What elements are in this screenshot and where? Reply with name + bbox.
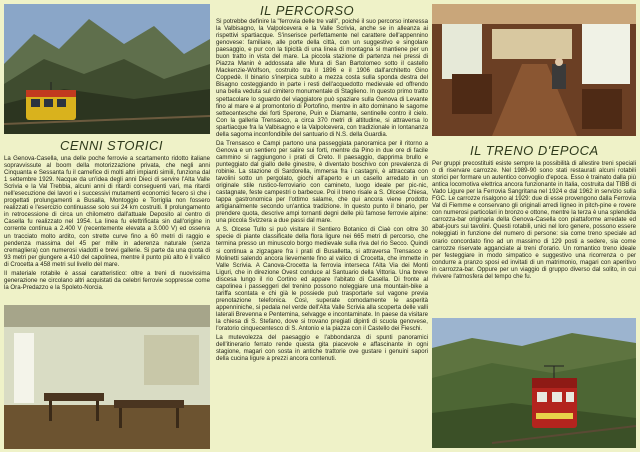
percorso-text xyxy=(216,18,428,450)
percorso-paragraph: A S. Olcese Tullo si può visitare il Sentiero Botanico di Ciaè con oltre 30 specie di piante classificate della flora ligure nei 665 metri di percorso, che termina presso un minuscolo borgo medievale sulla riva del rio Secco. Quindi si continua a zigzagare fra i prati di Busalletta, si attraversa Trensasco e Molinetti salendo ancora lievemente fino al valico di Crocetta, che immette in Valle Scrivia. A Canova-Crocetta la ferrovia interseca l'Alta Via dei Monti Liguri, che in direzione Ovest conduce al Santuario della Vittoria. Una breve discesa lungo il rio Cortino ed appare l'abitato di Casella. Di fronte al capolinea i passeggeri del trenino possono noleggiare una mountain-bike a tariffa scontata e chi già le possiede può trasportarle sul vagone previa prenotazione telefonica. Così, superate comodamente le asperità appenniniche, si pedala nel verde dell'Alta Valle Scrivia alla scoperta delle valli laterali Brevenna e Pentemina, selvagge e incontaminate. In paese da visitare la chiesa di S. Stefano, dove si trovano pregiati dipinti di scuola genovese, l'oratorio cinquecentesco di S. Antonio e la piazza con il Castello dei Fieschi. xyxy=(216,226,428,333)
station-interior-photo xyxy=(4,305,210,449)
percorso-heading: IL PERCORSO xyxy=(260,3,355,18)
treno-heading: IL TRENO D'EPOCA xyxy=(470,143,599,158)
storici-paragraph: La Genova-Casella, una delle poche ferrovie a scartamento ridotto italiane sopravvissute al boom della motorizzazione privata, che negli anni Cinquanta e Sessanta fu il carnefice di molti altri impianti simili, funziona dal 1 settembre 1929. Nacque da un'idea degli anni Dieci di servire l'Alta Valle Scrivia e la Val Trebbia, alcuni anni di ritardi conseguenti vari, ma ritardi nell'esecuzione dei lavori e i successivi mutamenti economici fecero sì che i progettati prolungamenti a Busalla, Montoggio e Torriglia non fossero realizzati e l'esercizio continuasse solo sui 24 km costruiti. Il prolungamento in retrocessione di circa un chilometro dall'attuale Deposito al centro di Casella fu realizzato nel 1954. La linea fu elettrificata sin dall'origine in corrente continua a 2.400 V (recentemente elevata a 3.000 V) ed osserva un tracciato molto ardito, con strette curve fino a 60 metri di raggio e pendenza massima del 45 per mille in aderenza naturale (senza cremagliera) con numerosi viadotti e brevi gallerie. Si parte da una quota di 93 metri per giungere a 410 del capolinea, mentre il punto più alto è il valico di Crocetta a 458 metri sul livello del mare. xyxy=(4,155,210,268)
percorso-paragraph: La mutevolezza del paesaggio e l'abbondanza di spunti panoramici dell'itinerario ferrato rende questa gita piacevole e affascinante in ogni stagione, magari con sosta in antiche trattorie ove gustare i genuini sapori della cucina ligure a prezzi ancora contenuti. xyxy=(216,334,428,363)
red-train-photo xyxy=(432,318,636,448)
carriage-interior-photo xyxy=(432,4,636,136)
storici-text xyxy=(4,155,210,303)
storici-heading: CENNI STORICI xyxy=(60,138,164,153)
storici-paragraph: Il materiale rotabile è assai caratteristico: oltre a treni di nuovissima generazione ne circolano altri acquistati da celebri ferrovie soppresse come la Ora-Predazzo e la Spoleto-Norcia. xyxy=(4,269,210,291)
percorso-paragraph: Si potrebbe definire la "ferrovia delle tre valli", poiché il suo percorso interessa la Valbisagno, la Valpolcevera e la Valle Scrivia, anche se in alleanza ai rispettivi spartiacque. S'inserisce perfettamente nel carattere dell'appennino genovese: familiare, alle porte della città, con un suggestivo e singolare paesaggio, e pur con la tipicità di una linea di montagna si mantiene per un buon tratto in vista del mare. La piccola stazione di partenza nei pressi di Piazza Manin è addossata alle Mura di San Bartolomeo sotto il castello Mackenzie-Wolfson, costruito tra il 1896 e il 1906 dall'architetto Gino Coppedè. Il binario s'inerpica subito a mezza costa sulla sponda destra del Bisagno costeggiando in parte i resti dell'acquedotto medievale ed offrendo una bella veduta sul cimitero monumentale di Staglieno. In questo primo tratto spettacolare lo sguardo del viaggiatore può spaziare sulla Genova di Levante fino al mare e al promontorio di Portofino, mentre in alto dominano le sagome settecentesche dei forti Sperone, Puin e Diamante, sentinelle contro il cielo. Con la galleria Trensasco, a circa 370 metri di altitudine, si attraversa lo spartiacque fra la Valbisagno e la Valpolcevera, con tradizionale in lontananza della sagoma inconfondibile del santuario di N.S. della Guardia. xyxy=(216,18,428,138)
treno-paragraph: Per gruppi precostituiti esiste sempre la possibilità di allestire treni speciali o di riservare carrozze. Nel 1989-90 sono stati restaurati alcuni rotabili storici per formare un autentico convoglio d'epoca. Esso è trainato dalla più antica locomotiva elettrica ancora funzionante in Italia, costruita dal TIBB di Vado Ligure per la Ferrovia Sangritana nel 1924 e dal 1962 in servizio sulla FGC. Le carrozze risalgono al 1929: due di esse provengono dalla Ferrovia Val di Fiemme e conservano gli originali arredi ligneo in pitch-pine e rovere con numerosi particolari in bronzo e ottone, mentre la terza è una splendida carrozza-bar originaria della Genova-Casella con piattaforme arredate ed abat-jours sui tavolini. Questi rotabili, unici nel loro genere, possono essere noleggiati in funzione del numero di persone: sia come treno speciale ad orario concordato fino ad un massimo di 129 posti a sedere, sia come carrozze riservate agganciate ai treni d'orario. Un romantico treno ideale per festeggiare in modo simpatico e suggestivo una ricorrenza o per condurre a pranzo sposi ed invitati di un matrimonio, magari con aperitivo in carrozza-bar. Oppure per un viaggio di gruppo diverso dal solito, in cui rivivere l'atmosfera del tempo che fu. xyxy=(432,160,636,280)
treno-text xyxy=(432,160,636,316)
percorso-paragraph: Da Trensasco e Campi partono una passeggiata panoramica per il ritorno a Genova e un sentiero per salire sui forti, mentre da Pino in due ore di facile cammino si raggiungono i prati di Creto. Il paesaggio, dapprima brullo e punteggiato dal giallo delle ginestre, è diventato boschivo con prevalenza di robinie. La stazione di Sardorella, immersa fra i castagni, è attraccata con tavolini sotto un pergolato, giochi all'aperto e un casello arredato in un originale stile rustico-ferroviario con camineto, luogo ideale per pic-nic, castagnate, feste campestri o barbecue. Poi il treno risale a S. Olcese Chiesa, tappa gastronomica per l'ottimo salame, che qui ancora viene prodotto artigianalmente secondo un'antica tradizione. In questo punto il binario, per prendere quota, descrive ampi tornanti degni delle più famose ferrovie alpine: una piccola Svizzera a due passi dal mare. xyxy=(216,139,428,225)
mountain-train-photo xyxy=(4,4,210,134)
